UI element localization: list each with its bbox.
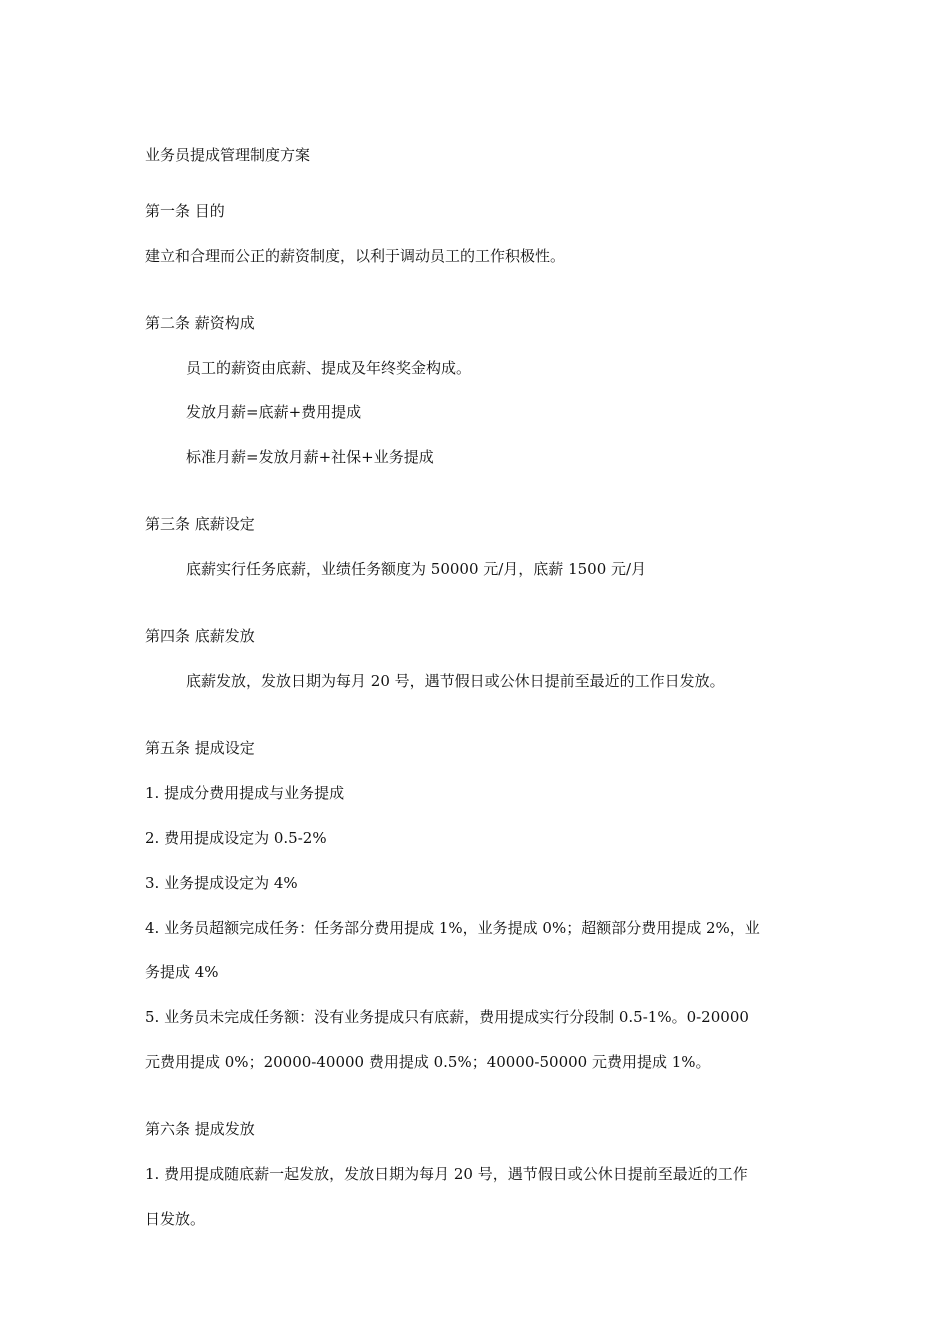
- article-5-heading: 第五条 提成设定: [145, 739, 255, 757]
- article-5-item: 5. 业务员未完成任务额：没有业务提成只有底薪，费用提成实行分段制 0.5-1%。0-20000: [145, 1008, 749, 1026]
- article-5-item: 2. 费用提成设定为 0.5-2%: [145, 829, 327, 847]
- article-1-heading: 第一条 目的: [145, 202, 225, 220]
- article-6-item-continued: 日发放。: [145, 1210, 206, 1228]
- article-2-heading: 第二条 薪资构成: [145, 314, 255, 332]
- article-4-heading: 第四条 底薪发放: [145, 627, 255, 645]
- article-3-text: 底薪实行任务底薪，业绩任务额度为 50000 元/月，底薪 1500 元/月: [186, 560, 647, 578]
- article-5-item: 4. 业务员超额完成任务：任务部分费用提成 1%，业务提成 0%；超额部分费用提成 2%，业: [145, 919, 760, 937]
- article-2-line: 标准月薪=发放月薪+社保+业务提成: [186, 448, 434, 466]
- document-title: 业务员提成管理制度方案: [145, 146, 311, 164]
- article-6-heading: 第六条 提成发放: [145, 1120, 255, 1138]
- article-3-heading: 第三条 底薪设定: [145, 515, 255, 533]
- article-5-item-continued: 元费用提成 0%；20000-40000 费用提成 0.5%；40000-50000 元费用提成 1%。: [145, 1053, 711, 1071]
- article-2-line: 员工的薪资由底薪、提成及年终奖金构成。: [186, 359, 472, 377]
- article-5-item: 3. 业务提成设定为 4%: [145, 874, 298, 892]
- article-2-line: 发放月薪=底薪+费用提成: [186, 403, 362, 421]
- article-6-item: 1. 费用提成随底薪一起发放，发放日期为每月 20 号，遇节假日或公休日提前至最近的工作: [145, 1165, 748, 1183]
- article-1-text: 建立和合理而公正的薪资制度，以利于调动员工的工作积极性。: [145, 247, 566, 265]
- article-5-item: 1. 提成分费用提成与业务提成: [145, 784, 345, 802]
- article-5-item-continued: 务提成 4%: [145, 963, 219, 981]
- article-4-text: 底薪发放，发放日期为每月 20 号，遇节假日或公休日提前至最近的工作日发放。: [186, 672, 725, 690]
